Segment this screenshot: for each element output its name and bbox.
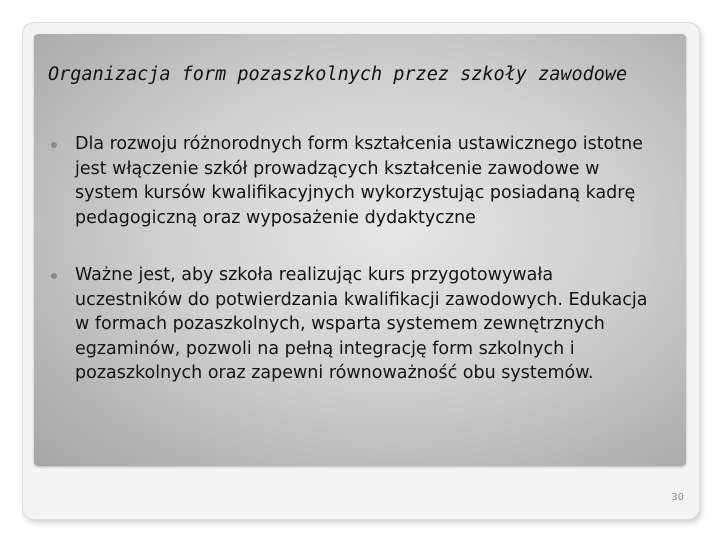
bullet-text-2: Ważne jest, aby szkoła realizując kurs przygotowywała uczestników do potwierdzania kwalifikacji zawodowych. Edukacja w formach pozaszkolnych, wsparta systemem zewnętrznych egzaminów, pozwoli na pełną integrację form szkolnych i pozaszkolnych oraz zapewni równoważność obu systemów. <box>75 265 648 383</box>
bullet-text-1: Dla rozwoju różnorodnych form kształcenia ustawicznego istotne jest włączenie szkół prowadzących kształcenie zawodowe w system kursów kwalifikacyjnych wykorzystując posiadaną kadrę pedagogiczną oraz wyposażenie dydaktyczne <box>75 134 643 228</box>
bullet-dot-icon <box>51 142 57 148</box>
bullet-list <box>50 132 650 386</box>
slide-title: Organizacja form pozaszkolnych przez szkoły zawodowe <box>48 64 628 85</box>
bullet-dot-icon <box>51 273 57 279</box>
bullet-item-1 <box>50 132 650 230</box>
bullet-item-2 <box>50 263 650 386</box>
page-number: 30 <box>671 492 684 503</box>
